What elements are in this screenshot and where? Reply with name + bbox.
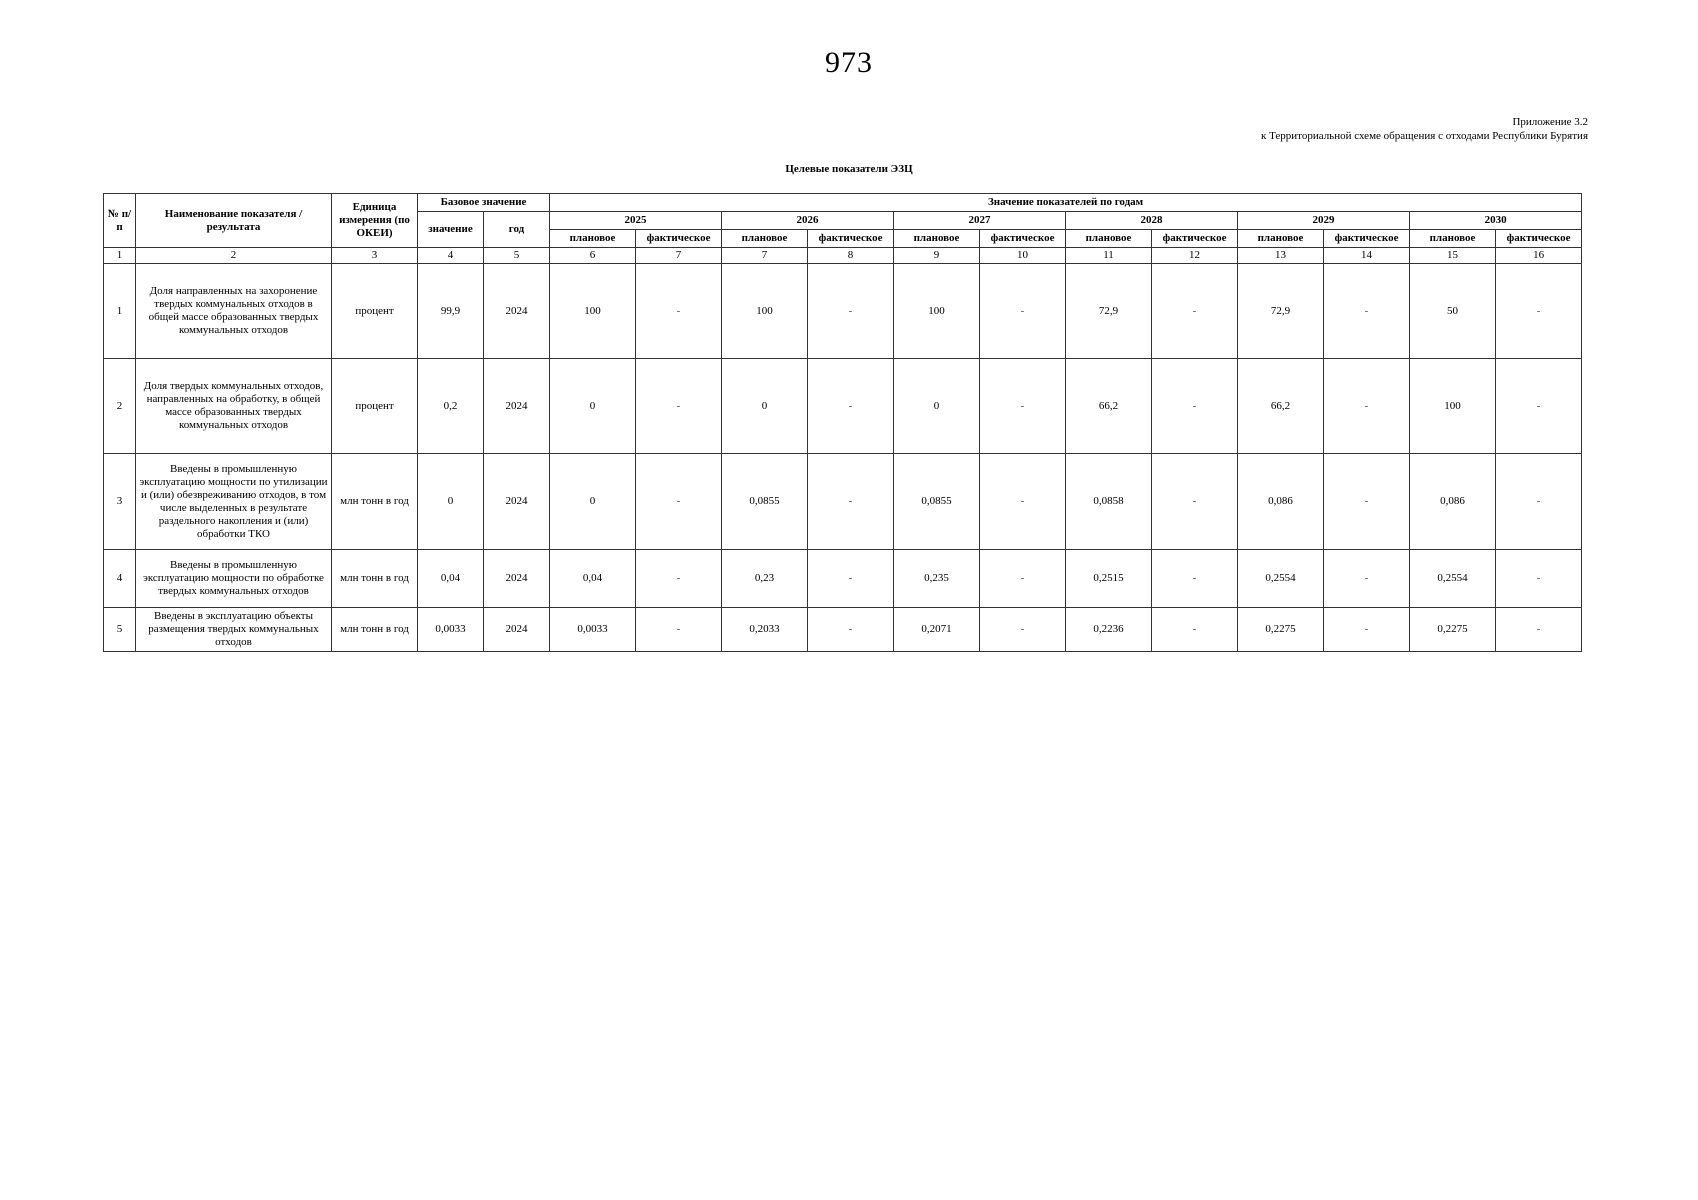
actual-2028-cell: -	[1152, 454, 1238, 550]
actual-2029-cell: -	[1324, 454, 1410, 550]
actual-2028-cell: -	[1152, 550, 1238, 608]
planned-2028-cell: 66,2	[1066, 359, 1152, 454]
unit-cell: млн тонн в год	[332, 550, 418, 608]
planned-2028-cell: 0,0858	[1066, 454, 1152, 550]
indicator-name: Доля твердых коммунальных отходов, направленных на обработку, в общей массе образованных твердых коммунальных отходов	[136, 359, 332, 454]
planned-2026-cell: 0	[722, 359, 808, 454]
planned-2029-cell: 0,2275	[1238, 608, 1324, 652]
planned-2028-cell: 72,9	[1066, 264, 1152, 359]
actual-2030-cell: -	[1496, 359, 1582, 454]
header-by-years: Значение показателей по годам	[550, 194, 1582, 212]
header-year-2027: 2027	[894, 212, 1066, 230]
table-row	[104, 264, 1582, 359]
actual-2025-cell: -	[636, 359, 722, 454]
header-planned: плановое	[1238, 230, 1324, 248]
column-number: 11	[1066, 248, 1152, 264]
planned-2030-cell: 100	[1410, 359, 1496, 454]
row-num: 3	[104, 454, 136, 550]
table-row	[104, 608, 1582, 652]
appendix-note	[1261, 115, 1588, 143]
column-number: 7	[636, 248, 722, 264]
actual-2030-cell: -	[1496, 608, 1582, 652]
actual-2027-cell: -	[980, 359, 1066, 454]
header-actual: фактическое	[1496, 230, 1582, 248]
column-number: 14	[1324, 248, 1410, 264]
planned-2027-cell: 0,2071	[894, 608, 980, 652]
planned-2029-cell: 0,2554	[1238, 550, 1324, 608]
actual-2028-cell: -	[1152, 608, 1238, 652]
actual-2027-cell: -	[980, 264, 1066, 359]
planned-2029-cell: 0,086	[1238, 454, 1324, 550]
planned-2026-cell: 0,2033	[722, 608, 808, 652]
header-planned: плановое	[550, 230, 636, 248]
planned-2030-cell: 0,2554	[1410, 550, 1496, 608]
header-actual: фактическое	[808, 230, 894, 248]
column-number: 2	[136, 248, 332, 264]
column-number-row	[104, 248, 1582, 264]
header-year-2026: 2026	[722, 212, 894, 230]
planned-2028-cell: 0,2236	[1066, 608, 1152, 652]
header-year-2025: 2025	[550, 212, 722, 230]
header-year-2028: 2028	[1066, 212, 1238, 230]
header-year-2030: 2030	[1410, 212, 1582, 230]
planned-2027-cell: 0,235	[894, 550, 980, 608]
page-number: 973	[825, 46, 873, 79]
row-num: 4	[104, 550, 136, 608]
base-year-cell: 2024	[484, 608, 550, 652]
document-title: Целевые показатели ЭЗЦ	[785, 163, 913, 175]
header-planned: плановое	[722, 230, 808, 248]
actual-2026-cell: -	[808, 608, 894, 652]
column-number: 15	[1410, 248, 1496, 264]
header-base: Базовое значение	[418, 194, 550, 212]
planned-2030-cell: 0,086	[1410, 454, 1496, 550]
table-row	[104, 550, 1582, 608]
base-year-cell: 2024	[484, 359, 550, 454]
planned-2025-cell: 100	[550, 264, 636, 359]
base-year-cell: 2024	[484, 264, 550, 359]
column-number: 8	[808, 248, 894, 264]
column-number: 16	[1496, 248, 1582, 264]
base-value-cell: 0,04	[418, 550, 484, 608]
planned-2030-cell: 50	[1410, 264, 1496, 359]
base-value-cell: 99,9	[418, 264, 484, 359]
planned-2025-cell: 0,0033	[550, 608, 636, 652]
column-number: 12	[1152, 248, 1238, 264]
table-row	[104, 454, 1582, 550]
header-planned: плановое	[1410, 230, 1496, 248]
actual-2028-cell: -	[1152, 264, 1238, 359]
header-actual: фактическое	[1152, 230, 1238, 248]
header-planned: плановое	[894, 230, 980, 248]
unit-cell: процент	[332, 264, 418, 359]
base-year-cell: 2024	[484, 550, 550, 608]
column-number: 6	[550, 248, 636, 264]
actual-2025-cell: -	[636, 454, 722, 550]
planned-2026-cell: 100	[722, 264, 808, 359]
column-number: 7	[722, 248, 808, 264]
indicator-name: Доля направленных на захоронение твердых коммунальных отходов в общей массе образованных твердых коммунальных отходов	[136, 264, 332, 359]
unit-cell: процент	[332, 359, 418, 454]
header-planned: плановое	[1066, 230, 1152, 248]
appendix-line-2: к Территориальной схеме обращения с отходами Республики Бурятия	[1261, 130, 1588, 142]
appendix-line-1: Приложение 3.2	[1512, 116, 1588, 128]
actual-2026-cell: -	[808, 454, 894, 550]
planned-2026-cell: 0,23	[722, 550, 808, 608]
planned-2025-cell: 0	[550, 454, 636, 550]
header-actual: фактическое	[1324, 230, 1410, 248]
actual-2026-cell: -	[808, 359, 894, 454]
column-number: 5	[484, 248, 550, 264]
planned-2028-cell: 0,2515	[1066, 550, 1152, 608]
header-name: Наименование показателя / результата	[136, 194, 332, 248]
actual-2029-cell: -	[1324, 608, 1410, 652]
planned-2027-cell: 0	[894, 359, 980, 454]
planned-2027-cell: 0,0855	[894, 454, 980, 550]
actual-2029-cell: -	[1324, 359, 1410, 454]
header-base-year: год	[484, 212, 550, 248]
header-base-value: значение	[418, 212, 484, 248]
row-num: 1	[104, 264, 136, 359]
header-year-2029: 2029	[1238, 212, 1410, 230]
header-row-1	[104, 194, 1582, 212]
actual-2025-cell: -	[636, 264, 722, 359]
actual-2028-cell: -	[1152, 359, 1238, 454]
planned-2029-cell: 72,9	[1238, 264, 1324, 359]
header-num: № п/п	[104, 194, 136, 248]
planned-2025-cell: 0	[550, 359, 636, 454]
row-num: 5	[104, 608, 136, 652]
column-number: 4	[418, 248, 484, 264]
actual-2026-cell: -	[808, 264, 894, 359]
header-actual: фактическое	[636, 230, 722, 248]
actual-2025-cell: -	[636, 608, 722, 652]
indicators-table	[103, 193, 1582, 652]
actual-2027-cell: -	[980, 608, 1066, 652]
planned-2029-cell: 66,2	[1238, 359, 1324, 454]
indicator-name: Введены в эксплуатацию объекты размещения твердых коммунальных отходов	[136, 608, 332, 652]
column-number: 1	[104, 248, 136, 264]
indicator-name: Введены в промышленную эксплуатацию мощности по утилизации и (или) обезвреживанию отходов, в том числе выделенных в результате раздельного накопления и (или) обработки ТКО	[136, 454, 332, 550]
unit-cell: млн тонн в год	[332, 454, 418, 550]
row-num: 2	[104, 359, 136, 454]
actual-2027-cell: -	[980, 454, 1066, 550]
actual-2027-cell: -	[980, 550, 1066, 608]
column-number: 9	[894, 248, 980, 264]
base-value-cell: 0	[418, 454, 484, 550]
base-value-cell: 0,2	[418, 359, 484, 454]
actual-2029-cell: -	[1324, 264, 1410, 359]
actual-2025-cell: -	[636, 550, 722, 608]
planned-2026-cell: 0,0855	[722, 454, 808, 550]
indicator-name: Введены в промышленную эксплуатацию мощности по обработке твердых коммунальных отходов	[136, 550, 332, 608]
unit-cell: млн тонн в год	[332, 608, 418, 652]
base-year-cell: 2024	[484, 454, 550, 550]
column-number: 13	[1238, 248, 1324, 264]
planned-2030-cell: 0,2275	[1410, 608, 1496, 652]
base-value-cell: 0,0033	[418, 608, 484, 652]
column-number: 3	[332, 248, 418, 264]
actual-2030-cell: -	[1496, 454, 1582, 550]
planned-2025-cell: 0,04	[550, 550, 636, 608]
planned-2027-cell: 100	[894, 264, 980, 359]
actual-2030-cell: -	[1496, 264, 1582, 359]
column-number: 10	[980, 248, 1066, 264]
actual-2026-cell: -	[808, 550, 894, 608]
header-unit: Единица измерения (по ОКЕИ)	[332, 194, 418, 248]
actual-2030-cell: -	[1496, 550, 1582, 608]
header-actual: фактическое	[980, 230, 1066, 248]
actual-2029-cell: -	[1324, 550, 1410, 608]
table-row	[104, 359, 1582, 454]
